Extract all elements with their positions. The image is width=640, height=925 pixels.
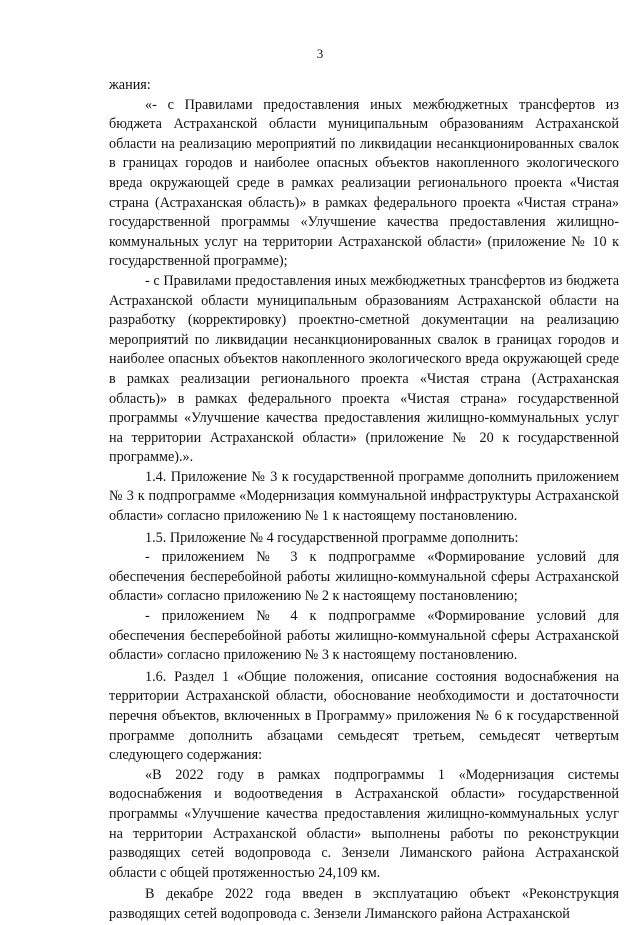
paragraph-1-5: 1.5. Приложение № 4 государственной программе дополнить: bbox=[145, 529, 519, 546]
paragraph-december-2022: В декабре 2022 года введен в эксплуатацию объект «Реконструкция разводящих сетей водопровода с. Зензели Лиманского района Астраханской bbox=[109, 886, 619, 922]
paragraph-1-5-item-1: - приложением № 3 к подпрограмме «Формирование условий для обеспечения бесперебойной работы жилищно-коммунальной сферы Астраханской области» согласно приложению № 2 к настоящему постановлению; bbox=[109, 549, 619, 605]
paragraph-rules-20: - с Правилами предоставления иных межбюджетных трансфертов из бюджета Астраханской области муниципальным образованиям Астраханской области на разработку (корректировку) проектно-сметной документации на реализацию мероприятий по ликвидации несанкционированных свалок в границах городов и наиболее опасных объектов накопленного экологического вреда окружающей среде в рамках реализации регионального проекта «Чистая страна (Астраханская область)» в рамках федерального проекта «Чистая страна» государственной программы «Улучшение качества предоставления жилищно-коммунальных услуг на территории Астраханской области» (приложение № 20 к государственной программе).». bbox=[109, 272, 619, 466]
paragraph-continuation: жания: bbox=[109, 77, 151, 93]
paragraph-quote-2022: «В 2022 году в рамках подпрограммы 1 «Модернизация системы водоснабжения и водоотведения в Астраханской области» государственной программы «Улучшение качества предоставления жилищно-коммунальных услуг на территории Астраханской области» выполнены работы по реконструкции разводящих сетей водопровода с. Зензели Лиманского района Астраханской области с общей протяженностью 24,109 км. bbox=[109, 766, 619, 881]
paragraph-1-6: 1.6. Раздел 1 «Общие положения, описание состояния водоснабжения на территории Астраханской области, обоснование необходимости и достаточности перечня объектов, включенных в Программу» приложения № 6 к государственной программе дополнить абзацами семьдесят третьем, семьдесят четвертым следующего содержания: bbox=[109, 668, 619, 764]
paragraph-1-5-item-2: - приложением № 4 к подпрограмме «Формирование условий для обеспечения бесперебойной работы жилищно-коммунальной сферы Астраханской области» согласно приложению № 3 к настоящему постановлению. bbox=[109, 608, 619, 664]
paragraph-1-4: 1.4. Приложение № 3 к государственной программе дополнить приложением № 3 к подпрограмме «Модернизация коммунальной инфраструктуры Астраханской области» согласно приложению № 1 к настоящему постановлению. bbox=[109, 468, 619, 525]
page-number: 3 bbox=[316, 46, 324, 61]
document-body bbox=[109, 76, 619, 925]
paragraph-rules-10: «- с Правилами предоставления иных межбюджетных трансфертов из бюджета Астраханской области муниципальным образованиям Астраханской области на реализацию мероприятий по ликвидации несанкционированных свалок в границах городов и наиболее опасных объектов накопленного экологического вреда окружающей среде в рамках реализации регионального проекта «Чистая страна (Астраханская область)» в рамках федерального проекта «Чистая страна» государственной программы «Улучшение качества предоставления жилищно-коммунальных услуг на территории Астраханской области» (приложение № 10 к государственной программе); bbox=[109, 96, 619, 270]
